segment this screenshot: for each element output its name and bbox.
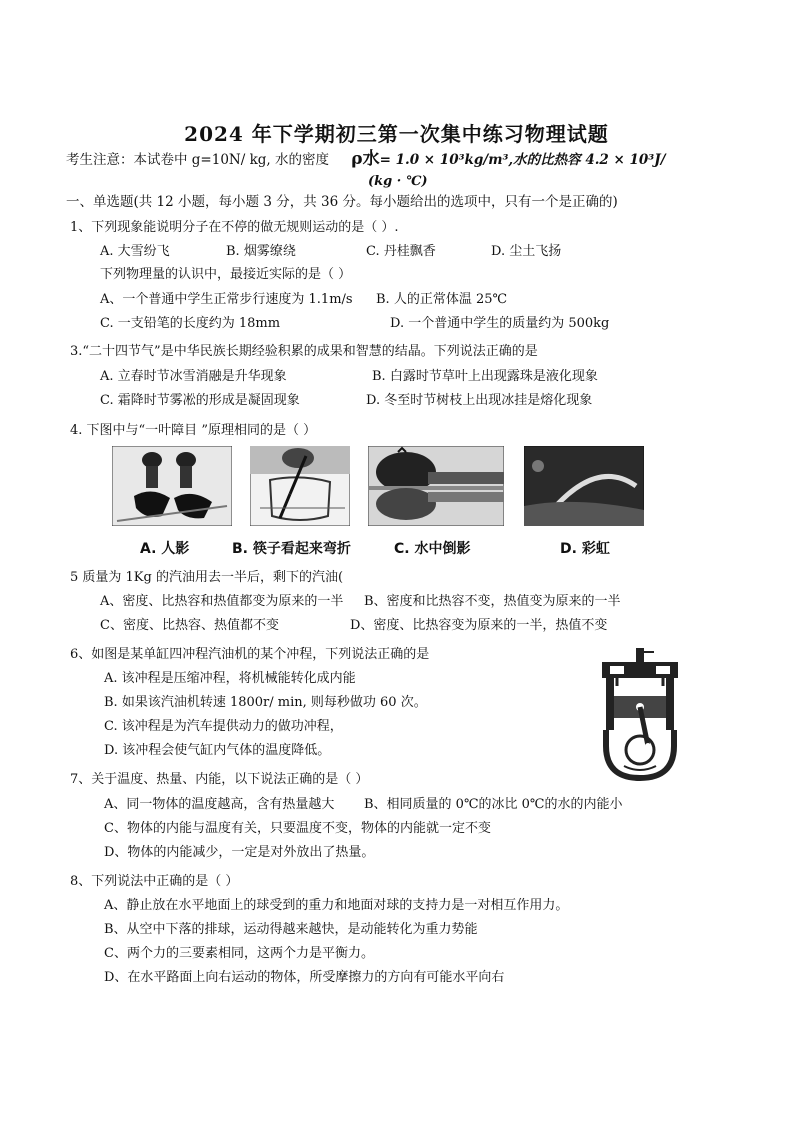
q8-option-b: B、从空中下落的排球，运动得越来越快，是动能转化为重力势能 (104, 922, 478, 937)
q2-option-a: A、一个普通中学生正常步行速度为 1.1m/s (100, 292, 353, 307)
question-1-stem: 1、下列现象能说明分子在不停的做无规则运动的是（ ）. (70, 220, 399, 235)
page-title: 2024 年下学期初三第一次集中练习物理试题 (184, 122, 609, 146)
notice-line (66, 151, 666, 168)
notice-prefix: 考生注意：本试卷中 g=10N/ kg, 水的密度 (66, 152, 329, 168)
q1-option-a: A. 大雪纷飞 (100, 244, 170, 259)
q3-option-b: B. 白露时节草叶上出现露珠是液化现象 (372, 369, 598, 384)
q7-option-b: B、相同质量的 0℃的冰比 0℃的水的内能小 (364, 797, 623, 812)
q3-option-c: C. 霜降时节雾凇的形成是凝固现象 (100, 393, 300, 408)
q6-option-d: D. 该冲程会使气缸内气体的温度降低。 (104, 743, 331, 758)
section-heading: 一、单选题(共 12 小题，每小题 3 分，共 36 分。每小题给出的选项中，只有一个是正确的) (66, 194, 618, 210)
chopsticks-photo (250, 446, 350, 526)
q7-option-c: C、物体的内能与温度有关，只要温度不变，物体的内能就一定不变 (104, 821, 491, 836)
q8-option-c: C、两个力的三要素相同，这两个力是平衡力。 (104, 946, 374, 961)
density-formula: ρ水= 1.0 × 10³kg/m³,水的比热容 4.2 × 10³J/ (351, 149, 666, 169)
question-7-stem: 7、关于温度、热量、内能，以下说法正确的是（ ） (70, 772, 369, 787)
q4-option-c: C. 水中倒影 (394, 541, 471, 557)
q5-option-c: C、密度、比热容、热值都不变 (100, 618, 279, 633)
rainbow-photo (524, 446, 644, 526)
question-5-stem: 5 质量为 1Kg 的汽油用去一半后，剩下的汽油( (70, 570, 344, 585)
q8-option-d: D、在水平路面上向右运动的物体，所受摩擦力的方向有可能水平向右 (104, 970, 505, 985)
q2-option-c: C. 一支铅笔的长度约为 18mm (100, 316, 281, 331)
question-8-stem: 8、下列说法中正确的是（ ） (70, 874, 239, 889)
q1-option-d: D. 尘土飞扬 (491, 244, 562, 259)
q5-option-d: D、密度、比热容变为原来的一半，热值不变 (350, 618, 608, 633)
q5-option-a: A、密度、比热容和热值都变为原来的一半 (100, 594, 344, 609)
q6-option-b: B. 如果该汽油机转速 1800r/ min, 则每秒做功 60 次。 (104, 695, 427, 710)
question-6-stem: 6、如图是某单缸四冲程汽油机的某个冲程，下列说法正确的是 (70, 647, 430, 662)
q5-option-b: B、密度和比热容不变，热值变为原来的一半 (364, 594, 621, 609)
q7-option-d: D、物体的内能减少，一定是对外放出了热量。 (104, 845, 375, 860)
q7-option-a: A、同一物体的温度越高，含有热量越大 (104, 797, 335, 812)
question-3-stem: 3.“二十四节气”是中华民族长期经验积累的成果和智慧的结晶。下列说法正确的是 (70, 344, 538, 359)
q4-option-d: D. 彩虹 (560, 541, 610, 557)
q8-option-a: A、静止放在水平地面上的球受到的重力和地面对球的支持力是一对相互作用力。 (104, 898, 569, 913)
q2-option-b: B. 人的正常体温 25℃ (376, 292, 508, 307)
q3-option-a: A. 立春时节冰雪消融是升华现象 (100, 369, 287, 384)
q1-option-b: B. 烟雾缭绕 (226, 244, 296, 259)
q2-option-d: D. 一个普通中学生的质量约为 500kg (390, 316, 610, 331)
q4-option-a: A. 人影 (140, 541, 190, 557)
question-2-stem: 下列物理量的认识中，最接近实际的是（ ） (100, 267, 352, 282)
shadow-photo (112, 446, 232, 526)
q6-option-a: A. 该冲程是压缩冲程，将机械能转化成内能 (104, 671, 356, 686)
q6-option-c: C. 该冲程是为汽车提供动力的做功冲程， (104, 719, 343, 734)
q4-option-b: B. 筷子看起来弯折 (232, 541, 351, 557)
reflection-photo (368, 446, 504, 526)
question-4-stem: 4. 下图中与“一叶障目 ”原理相同的是（ ） (70, 423, 317, 438)
rho-symbol: ρ水 (351, 149, 380, 169)
q1-option-c: C. 丹桂飘香 (366, 244, 436, 259)
engine-diagram (598, 646, 682, 782)
notice-unit: (kg · ℃) (368, 174, 428, 189)
q3-option-d: D. 冬至时节树枝上出现冰挂是熔化现象 (366, 393, 593, 408)
